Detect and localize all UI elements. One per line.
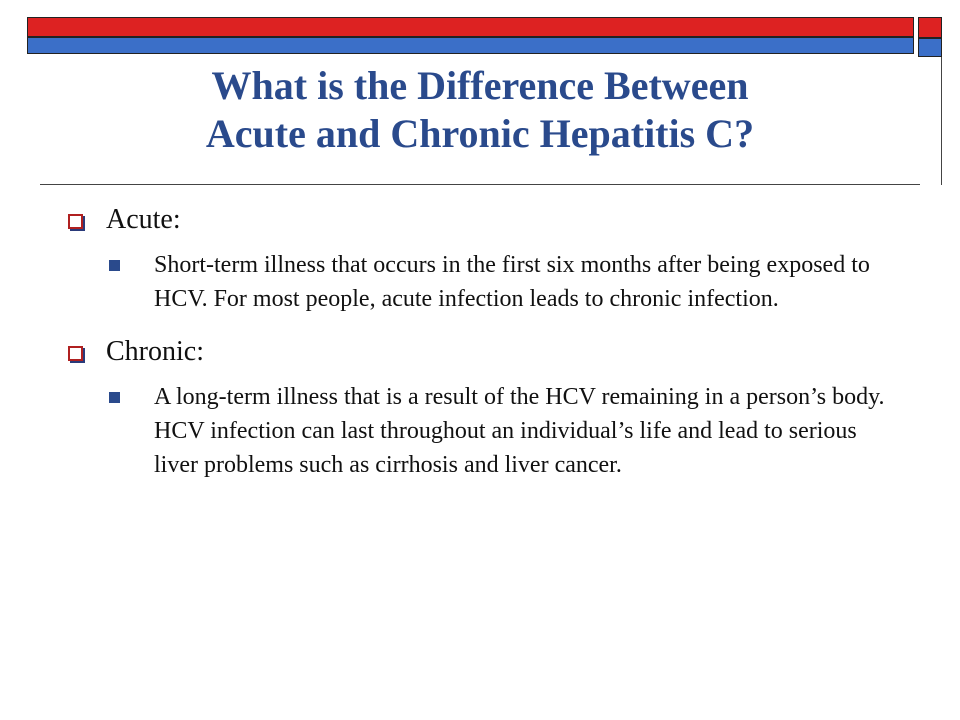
- slide-body: [62, 200, 902, 482]
- hollow-square-bullet-icon: [68, 214, 83, 229]
- hollow-square-bullet-icon: [68, 346, 83, 361]
- square-bullet-icon: [109, 392, 120, 403]
- title-divider: [40, 184, 920, 185]
- square-bullet-icon: [109, 260, 120, 271]
- sub-bullet-acute: [62, 248, 902, 316]
- slide-title: [40, 62, 920, 158]
- header-bar-red: [27, 17, 914, 37]
- chronic-heading: Chronic:: [106, 336, 204, 367]
- acute-detail: Short-term illness that occurs in the first six months after being exposed to HCV. For most people, acute infection leads to chronic infection.: [154, 252, 870, 312]
- header-bar-blue: [27, 37, 914, 54]
- title-line-1: What is the Difference Between: [211, 63, 749, 108]
- corner-square-red: [918, 17, 942, 38]
- title-line-2: Acute and Chronic Hepatitis C?: [205, 111, 755, 156]
- bullet-chronic: [62, 332, 902, 372]
- corner-square-blue: [918, 38, 942, 57]
- right-vertical-rule: [941, 57, 942, 185]
- chronic-detail: A long-term illness that is a result of the HCV remaining in a person’s body. HCV infection can last throughout an individual’s life and lead to serious liver problems such as cirrhosis and liver cancer.: [154, 384, 885, 478]
- sub-bullet-chronic: [62, 380, 902, 482]
- acute-heading: Acute:: [106, 204, 181, 235]
- bullet-acute: [62, 200, 902, 240]
